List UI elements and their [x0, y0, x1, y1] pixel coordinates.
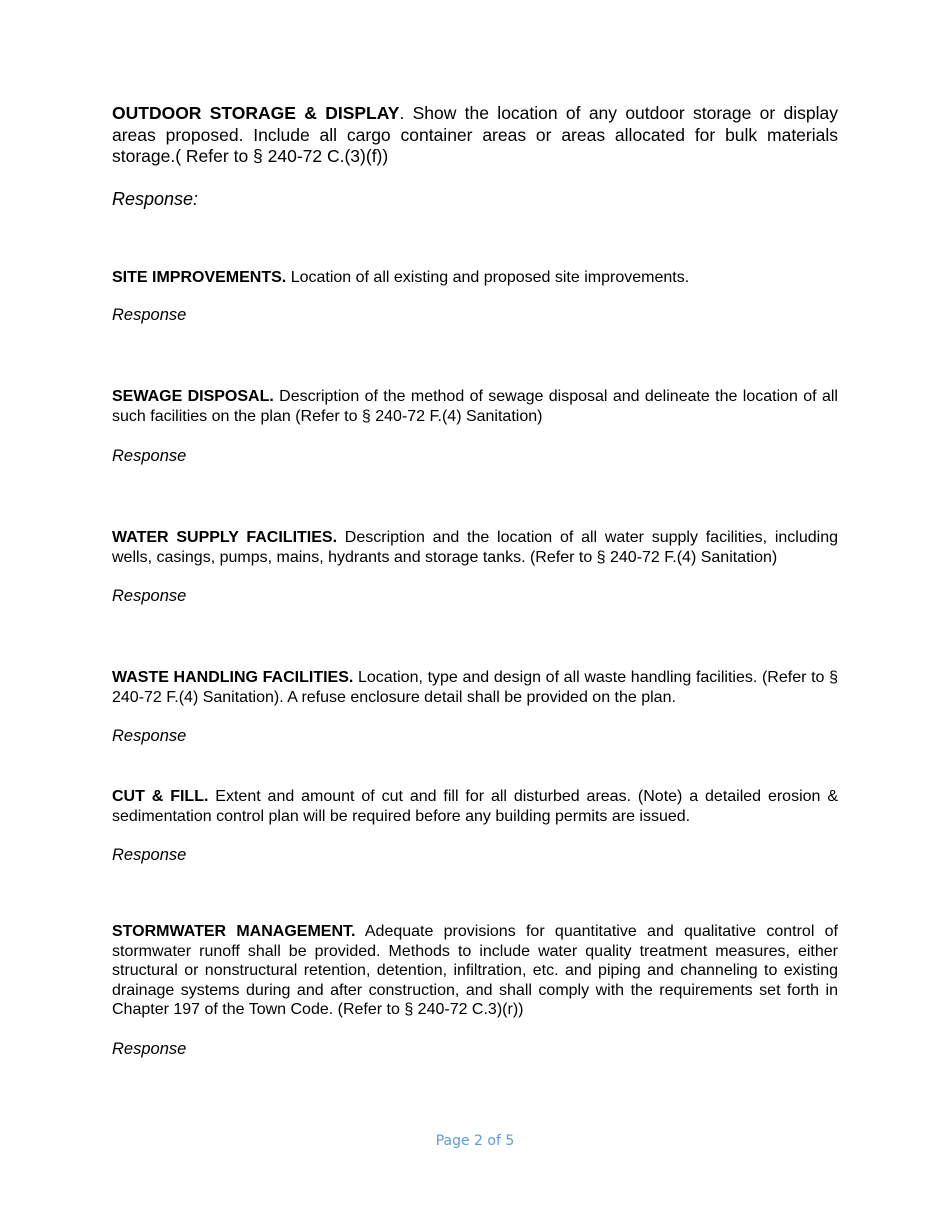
response-label: Response: [112, 306, 187, 324]
section-body: Adequate provisions for quantitative and qualitative control of stormwater runoff shall be provided. Methods to include water quality treatment measures, either structural or nonstructural retention, detention, infiltration, etc. and piping and channeling to existing drainage systems during and after construction, and shall comply with the requirements set forth in Chapter 197 of the Town Code. (Refer to § 240-72 C.3)(r)): [112, 923, 838, 1019]
section-paragraph: [112, 387, 838, 426]
page-number-footer: Page 2 of 5: [435, 1133, 515, 1149]
section-cut-and-fill: [112, 787, 838, 826]
response-label: Response: [112, 587, 187, 605]
section-heading: OUTDOOR STORAGE & DISPLAY: [112, 103, 400, 123]
section-body: Description and the location of all water supply facilities, including wells, casings, pumps, mains, hydrants and storage tanks. (Refer to § 240-72 F.(4) Sanitation): [112, 529, 839, 566]
section-stormwater-management: [112, 922, 838, 1020]
response-label: Response: [112, 1040, 187, 1058]
section-heading: STORMWATER MANAGEMENT.: [112, 923, 356, 940]
section-body: Location of all existing and proposed site improvements.: [286, 269, 690, 286]
section-heading: WASTE HANDLING FACILITIES.: [112, 669, 354, 686]
section-paragraph: [112, 268, 838, 288]
section-heading: WATER SUPPLY FACILITIES.: [112, 529, 338, 546]
section-outdoor-storage: [112, 103, 838, 168]
section-body: . Show the location of any outdoor storage or display areas proposed. Include all cargo container areas or areas allocated for bulk materials storage.( Refer to § 240-72 C.(3)(f)): [112, 103, 838, 166]
section-heading: SEWAGE DISPOSAL.: [112, 388, 274, 405]
section-paragraph: [112, 528, 838, 567]
section-heading: CUT & FILL.: [112, 788, 209, 805]
section-site-improvements: [112, 268, 838, 288]
section-body: Location, type and design of all waste handling facilities. (Refer to § 240-72 F.(4) Sanitation). A refuse enclosure detail shall be provided on the plan.: [112, 669, 839, 706]
response-label: Response: [112, 447, 187, 465]
section-paragraph: [112, 922, 838, 1020]
section-paragraph: [112, 787, 838, 826]
response-label: Response: [112, 727, 187, 745]
section-waste-handling: [112, 668, 838, 707]
section-body: Extent and amount of cut and fill for all disturbed areas. (Note) a detailed erosion & sedimentation control plan will be required before any building permits are issued.: [112, 788, 838, 825]
section-sewage-disposal: [112, 387, 838, 426]
section-body: Description of the method of sewage disposal and delineate the location of all such facilities on the plan (Refer to § 240-72 F.(4) Sanitation): [112, 388, 838, 425]
section-heading: SITE IMPROVEMENTS.: [112, 269, 287, 286]
response-label: Response: [112, 846, 187, 864]
section-paragraph: [112, 668, 838, 707]
response-label: Response:: [112, 189, 199, 209]
section-paragraph: [112, 103, 838, 168]
section-water-supply: [112, 528, 838, 567]
